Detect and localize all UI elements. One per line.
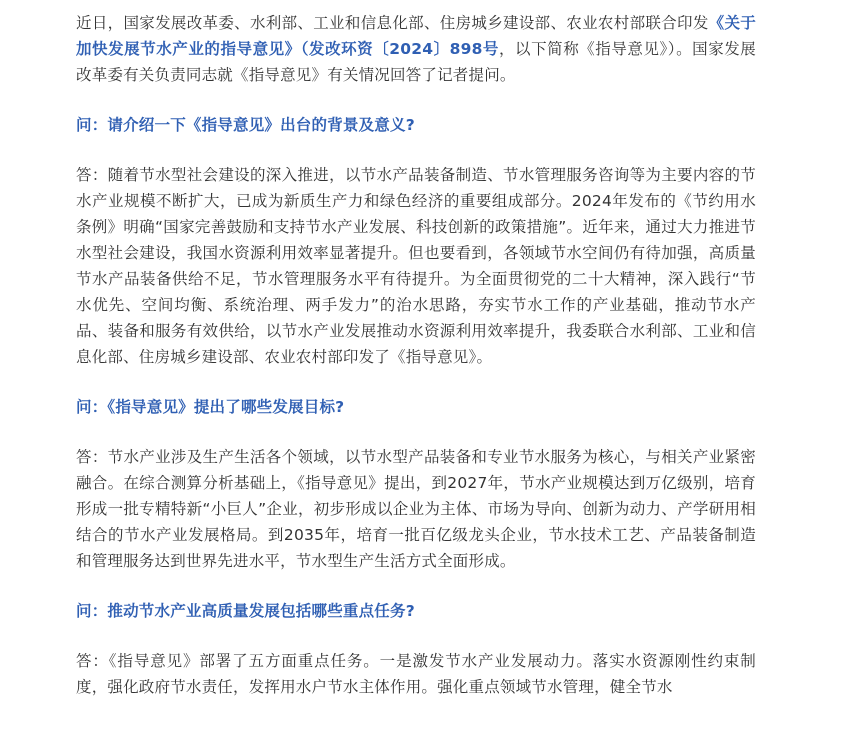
intro-text-start: 近日，国家发展改革委、水利部、工业和信息化部、住房城乡建设部、农业农村部联合印发 (76, 14, 709, 32)
guidance-document-link[interactable]: 《关于加快发展节水产业的指导意见》（发改环资〔2024〕898号 (76, 14, 756, 58)
article-body (76, 10, 756, 724)
answer-goals: 答：节水产业涉及生产生活各个领域，以节水型产品装备和专业节水服务为核心，与相关产业紧密融合。在综合测算分析基础上，《指导意见》提出，到2027年，节水产业规模达到万亿级别，培育形成一批专精特新“小巨人”企业，初步形成以企业为主体、市场为导向、创新为动力、产学研用相结合的节水产业发展格局。到2035年，培育一批百亿级龙头企业，节水技术工艺、产品装备制造和管理服务达到世界先进水平，节水型生产生活方式全面形成。 (76, 448, 756, 570)
question-goals: 问：《指导意见》提出了哪些发展目标? (76, 398, 345, 416)
intro-text-end: ，以下简称《指导意见》）。国家发展改革委有关负责同志就《指导意见》有关情况回答了记者提问。 (76, 40, 757, 84)
intro-paragraph (76, 10, 756, 88)
question-background: 问：请介绍一下《指导意见》出台的背景及意义? (76, 116, 415, 134)
question-tasks: 问：推动节水产业高质量发展包括哪些重点任务? (76, 602, 415, 620)
answer-tasks: 答：《指导意见》部署了五方面重点任务。一是激发节水产业发展动力。落实水资源刚性约束制度，强化政府节水责任，发挥用水户节水主体作用。强化重点领域节水管理，健全节水 (76, 652, 756, 696)
answer-background: 答：随着节水型社会建设的深入推进，以节水产品装备制造、节水管理服务咨询等为主要内容的节水产业规模不断扩大，已成为新质生产力和绿色经济的重要组成部分。2024年发布的《节约用水条例》明确“国家完善鼓励和支持节水产业发展、科技创新的政策措施”。近年来，通过大力推进节水型社会建设，我国水资源利用效率显著提升。但也要看到，各领域节水空间仍有待加强，高质量节水产品装备供给不足，节水管理服务水平有待提升。为全面贯彻党的二十大精神，深入践行“节水优先、空间均衡、系统治理、两手发力”的治水思路，夯实节水工作的产业基础，推动节水产品、装备和服务有效供给，以节水产业发展推动水资源利用效率提升，我委联合水利部、工业和信息化部、住房城乡建设部、农业农村部印发了《指导意见》。 (76, 166, 756, 366)
